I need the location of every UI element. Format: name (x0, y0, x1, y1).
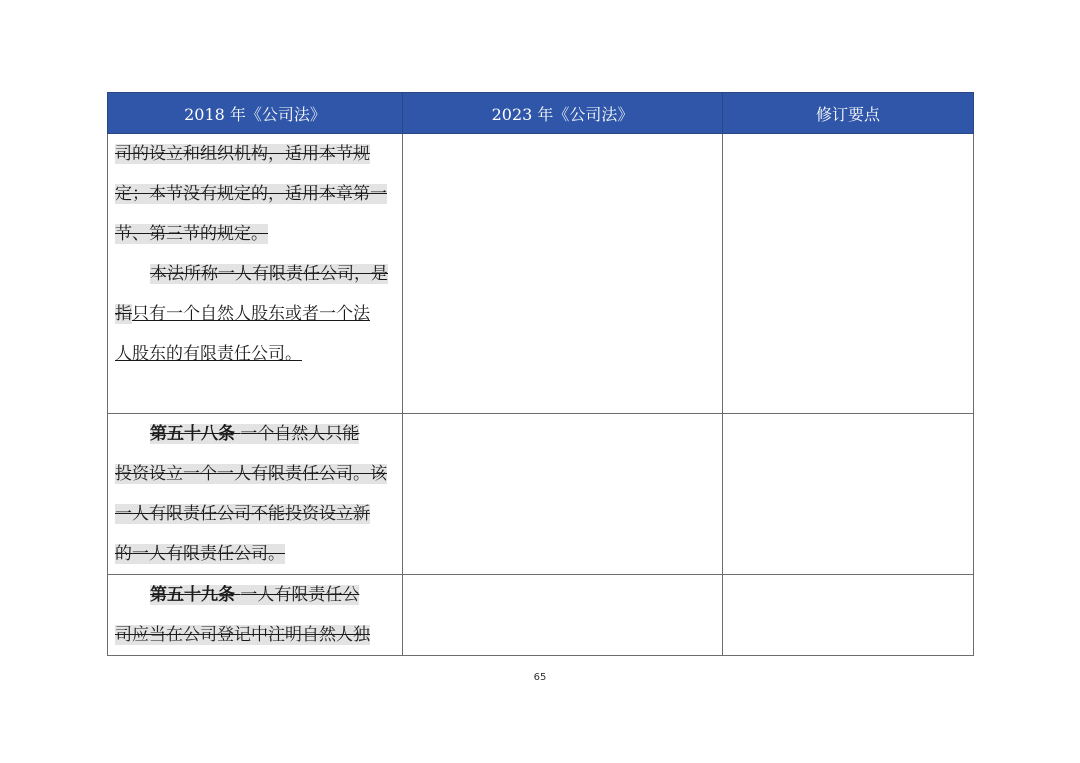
deleted-text: 定；本节没有规定的，适用本章第一 (115, 184, 387, 204)
cell-revision-notes (723, 134, 974, 414)
cell-2023-text (403, 134, 723, 414)
header-row (108, 93, 974, 134)
deleted-text: 一个自然人只能 (240, 424, 360, 444)
inserted-text: 人股东的有限责任公司。 (115, 344, 302, 364)
inserted-text: 只有一个自然人股东或者一个法 (132, 304, 370, 324)
deleted-text: 司应当在公司登记中注明自然人独 (115, 625, 370, 645)
deleted-text: 司的设立和组织机构，适用本节规 (115, 144, 370, 164)
header-revision-points: 修订要点 (723, 93, 974, 134)
deleted-text: 节、第三节的规定。 (115, 224, 268, 244)
comparison-table (107, 92, 974, 656)
deleted-text: 指 (115, 304, 132, 324)
cell-revision-notes (723, 575, 974, 656)
table-row (108, 134, 974, 414)
cell-2018-text (108, 575, 403, 656)
cell-2018-text (108, 414, 403, 575)
table-row (108, 575, 974, 656)
header-2023-law: 2023 年《公司法》 (403, 93, 723, 134)
cell-2018-text (108, 134, 403, 414)
cell-revision-notes (723, 414, 974, 575)
cell-2023-text (403, 575, 723, 656)
table-row (108, 414, 974, 575)
deleted-text: 一人有限责任公 (240, 585, 360, 605)
cell-2023-text (403, 414, 723, 575)
deleted-text: 投资设立一个一人有限责任公司。该 (115, 464, 387, 484)
deleted-text: 本法所称一人有限责任公司，是 (150, 264, 388, 284)
page-number: 65 (533, 672, 547, 683)
header-2018-law: 2018 年《公司法》 (108, 93, 403, 134)
article-number: 第五十九条 (150, 585, 235, 605)
deleted-text: 的一人有限责任公司。 (115, 544, 285, 564)
article-number: 第五十八条 (150, 424, 235, 444)
deleted-text: 一人有限责任公司不能投资设立新 (115, 504, 370, 524)
